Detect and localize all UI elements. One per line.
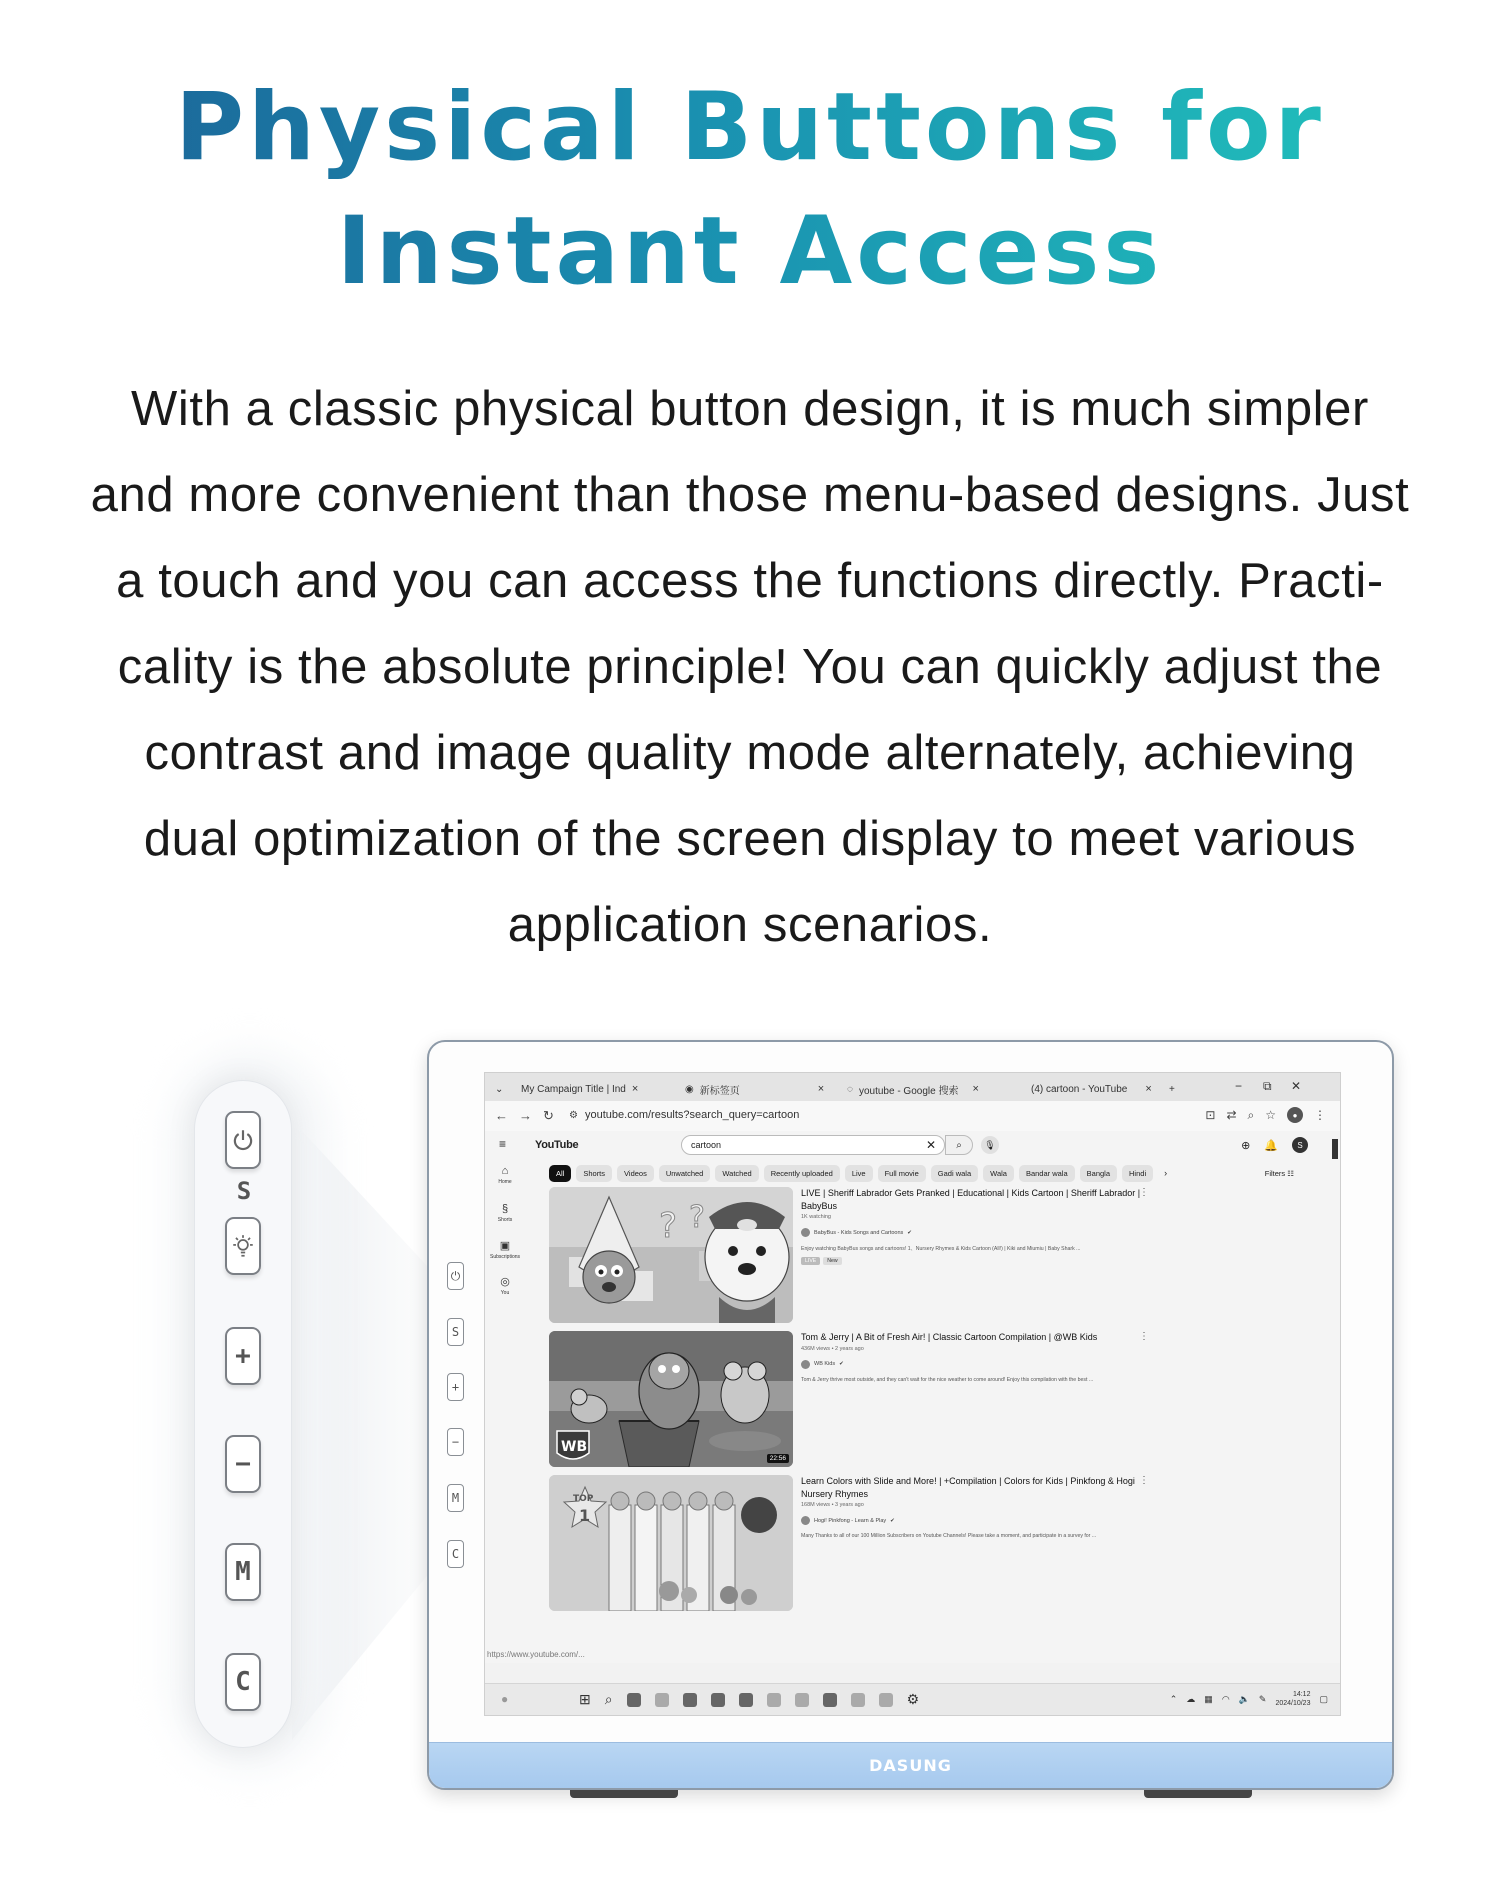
close-icon[interactable]: × [631,1083,639,1095]
system-tray [1170,1690,1328,1708]
hamburger-menu-icon[interactable]: ≡ [499,1137,507,1151]
address-actions [1205,1107,1326,1123]
tab-campaign[interactable] [521,1079,638,1099]
weather-icon[interactable]: ● [501,1692,509,1706]
video-title[interactable]: Tom & Jerry | A Bit of Fresh Air! | Classic Cartoon Compilation | @WB Kids [801,1332,1098,1342]
chip-all[interactable]: All [549,1165,571,1182]
zoom-icon[interactable]: ⌕ [1247,1107,1255,1122]
chrome-icon: ◉ [685,1083,694,1095]
video-result[interactable] [549,1187,1269,1323]
monitor-foot [570,1790,678,1798]
taskbar-apps [579,1691,919,1708]
minus-button[interactable]: − [225,1435,261,1493]
sidebar-item-shorts[interactable] [485,1203,525,1223]
chip[interactable]: Live [845,1165,873,1182]
sidebar-item-subscriptions[interactable] [485,1239,525,1260]
chip[interactable]: Bandar wala [1019,1165,1075,1182]
tray-app-icon[interactable]: ▦ [1204,1693,1213,1704]
mic-icon[interactable]: 🎙 [981,1136,999,1154]
plus-button[interactable]: + [225,1327,261,1385]
new-tab-button[interactable]: + [1169,1083,1175,1095]
channel-row[interactable] [801,1360,1141,1369]
app-icon[interactable] [879,1693,893,1707]
m-button[interactable]: M [225,1543,261,1601]
monitor-m-button[interactable]: M [447,1484,464,1512]
settings-gear-icon[interactable]: ⚙ [906,1691,920,1707]
channel-row[interactable] [801,1228,1141,1237]
video-meta: 436M views • 2 years ago [801,1345,864,1352]
tab-title: 新标签页 [699,1085,740,1097]
channel-avatar [801,1360,810,1369]
headline-line-1: Physical Buttons for [175,73,1325,182]
sidebar-label: Shorts [497,1217,513,1223]
c-button[interactable]: C [225,1653,261,1711]
clock[interactable] [1275,1690,1310,1708]
channel-name: BabyBus - Kids Songs and Cartoons [814,1229,904,1236]
you-icon: ◎ [500,1276,510,1288]
video-title[interactable]: Learn Colors with Slide and More! | +Compilation | Colors for Kids | Pinkfong & Hogi Nursery Rhymes [801,1476,1135,1499]
pen-icon[interactable]: ✎ [1258,1693,1267,1704]
monitor-plus-button[interactable]: + [447,1373,464,1401]
chip[interactable]: Recently uploaded [764,1165,840,1182]
monitor-minus-button[interactable]: − [447,1428,464,1456]
filters-button[interactable] [1265,1169,1294,1178]
youtube-search-button[interactable] [945,1135,973,1155]
task-view-icon[interactable] [627,1693,641,1707]
chip[interactable]: Bangla [1080,1165,1117,1182]
filters-label: Filters [1264,1169,1286,1178]
brightness-icon [230,1233,256,1259]
new-badge: New [823,1257,841,1265]
tab-list-chevron-icon[interactable]: ⌄ [495,1083,504,1095]
close-icon[interactable]: × [1145,1083,1152,1095]
sidebar-label: Subscriptions [489,1254,520,1260]
video-meta: 168M views • 3 years ago [801,1502,864,1508]
monitor-s-button[interactable]: S [447,1318,464,1346]
app-icon[interactable] [683,1693,697,1707]
close-icon[interactable]: × [817,1083,825,1095]
chip[interactable]: Videos [617,1165,654,1182]
forward-icon[interactable]: → [519,1108,532,1123]
youtube-logo[interactable]: YouTube [535,1139,579,1151]
close-icon[interactable]: × [972,1083,979,1095]
chip[interactable]: Gadi wala [931,1165,978,1182]
tab-title: youtube - Google 搜索 [858,1085,959,1097]
browser-tab-bar [485,1073,1340,1101]
volume-icon[interactable]: 🔈 [1238,1693,1250,1704]
monitor [427,1040,1394,1790]
video-info [801,1331,1141,1383]
channel-row[interactable] [801,1516,1141,1525]
chrome-icon[interactable] [711,1693,725,1707]
clock-date: 2024/10/23 [1275,1700,1311,1707]
reload-icon[interactable]: ↻ [543,1108,554,1123]
notifications-bell-icon[interactable]: 🔔 [1264,1139,1278,1152]
svg-text:1: 1 [579,1506,591,1525]
youtube-page [485,1131,1340,1663]
verified-icon: ✔ [907,1229,912,1236]
back-icon[interactable]: ← [495,1108,508,1123]
verified-icon: ✔ [890,1517,895,1524]
app-icon[interactable] [851,1693,865,1707]
body-line: application scenarios. [507,898,993,952]
video-description: Many Thanks to all of our 100 Million Subscribers on Youtube Channels! Please take a moment, and participate in a survey for ... [801,1533,1097,1539]
chip[interactable]: Unwatched [659,1165,711,1182]
tray-chevron-up-icon[interactable]: ⌃ [1169,1693,1178,1704]
channel-avatar [801,1228,810,1237]
tab-title: (4) cartoon - YouTube [1031,1083,1128,1095]
svg-text:WB: WB [561,1439,588,1455]
svg-text:TOP: TOP [573,1494,594,1504]
monitor-screen [484,1072,1341,1716]
tab-new-tab-page[interactable] [685,1079,824,1099]
sidebar-label: You [500,1290,510,1296]
create-icon[interactable]: ⊕ [1241,1139,1251,1152]
scrollbar[interactable] [1332,1139,1338,1159]
youtube-search-input[interactable] [681,1135,945,1155]
power-icon [230,1127,256,1153]
search-value: cartoon [691,1140,722,1150]
svg-text:?: ? [689,1200,705,1235]
video-result[interactable] [549,1331,1269,1467]
video-info [801,1475,1141,1539]
site-info-icon[interactable]: ⚙ [569,1110,578,1121]
tab-youtube-cartoon[interactable] [1031,1079,1152,1099]
video-description: Enjoy watching BabyBus songs and cartoons! 1、Nursery Rhymes & Kids Cartoon (All!) | Kiki and Miumiu | Baby Shark ... [801,1246,1081,1252]
chip[interactable]: Hindi [1122,1165,1153,1182]
brightness-button[interactable] [225,1217,261,1275]
monitor-c-button[interactable]: C [447,1540,464,1568]
chip[interactable]: Shorts [576,1165,612,1182]
body-line: contrast and image quality mode alternately, achieving [144,726,1356,780]
video-description: Tom & Jerry thrive most outside, and they can't wait for the nice weather to come around! Enjoy this compilation with the best ... [801,1376,1094,1383]
app-icon[interactable] [823,1693,837,1707]
profile-icon[interactable]: ● [1287,1107,1303,1123]
clock-time: 14:12 [1292,1691,1311,1698]
headline [0,66,1500,314]
button-panel [194,1080,292,1748]
body-line: dual optimization of the screen display to meet various [143,812,1357,866]
power-button[interactable] [225,1111,261,1169]
more-options-icon[interactable]: ⋮ [1139,1475,1149,1486]
avatar[interactable]: S [1292,1137,1308,1153]
youtube-header [485,1131,1340,1161]
channel-avatar [801,1516,810,1525]
sidebar-item-home[interactable] [485,1165,525,1185]
chip[interactable]: Wala [983,1165,1014,1182]
start-icon[interactable]: ⊞ [579,1691,591,1707]
more-options-icon[interactable]: ⋮ [1139,1331,1149,1342]
browser-menu-icon[interactable]: ⋮ [1314,1108,1326,1122]
wps-icon[interactable] [795,1693,809,1707]
file-explorer-icon[interactable] [655,1693,669,1707]
sliders-icon: ☷ [1287,1169,1294,1178]
chip[interactable]: Full movie [878,1165,926,1182]
chevron-right-icon[interactable]: › [1164,1168,1168,1178]
thumbnail-sheriff-labrador [549,1187,793,1323]
video-thumbnail[interactable] [549,1331,793,1467]
wifi-icon[interactable]: ◠ [1221,1693,1230,1704]
channel-name: Hogi! Pinkfong - Learn & Play [814,1517,887,1524]
address-bar [485,1101,1340,1131]
window-close-icon[interactable]: ✕ [1291,1079,1302,1093]
thumbnail-pinkfong-colors [549,1475,793,1611]
restore-icon[interactable]: ⧉ [1263,1079,1272,1093]
brand-logo: DASUNG [869,1756,952,1775]
filter-chips [549,1165,1173,1182]
video-badges [801,1257,1141,1265]
thumbnail-tom-and-jerry [549,1331,793,1467]
translate-icon[interactable]: ⇄ [1226,1108,1237,1122]
minimize-icon[interactable]: − [1235,1079,1243,1093]
video-thumbnail[interactable] [549,1187,793,1323]
search-icon: ⌕ [956,1139,962,1151]
loading-icon: ◌ [847,1083,853,1095]
tab-google-search[interactable] [847,1079,979,1099]
monitor-bottom-bezel [429,1742,1392,1788]
video-result[interactable] [549,1475,1269,1611]
shorts-icon: § [501,1203,509,1215]
cast-icon[interactable]: ⊡ [1205,1108,1216,1122]
body-line: With a classic physical button design, it is much simpler [131,382,1369,436]
headline-line-2: Instant Access [336,197,1164,306]
live-badge: LIVE [801,1257,820,1265]
bookmark-star-icon[interactable]: ☆ [1265,1108,1276,1122]
body-line: and more convenient than those menu-based designs. Just [90,468,1410,522]
subscriptions-icon: ▣ [499,1240,511,1252]
channel-name: WB Kids [814,1361,836,1367]
video-thumbnail[interactable] [549,1475,793,1611]
tab-title: My Campaign Title | Ind [521,1083,626,1095]
verified-icon: ✔ [839,1361,844,1367]
body-line: a touch and you can access the functions directly. Practi- [116,554,1384,608]
chip[interactable]: Watched [715,1165,758,1182]
taskbar [485,1683,1340,1715]
youtube-header-actions [1241,1137,1308,1153]
mode-s-label: S [236,1177,252,1205]
notification-center-icon[interactable]: ▢ [1319,1693,1328,1704]
home-icon: ⌂ [501,1165,509,1177]
search-icon[interactable]: ⌕ [604,1691,613,1707]
penguin-app-icon[interactable] [739,1693,753,1707]
monitor-power-button[interactable]: ⏻ [447,1262,464,1290]
status-url: https://www.youtube.com/... [487,1650,585,1659]
body-line: cality is the absolute principle! You can quickly adjust the [117,640,1383,694]
onedrive-icon[interactable]: ☁ [1186,1693,1196,1704]
sidebar-item-you[interactable] [485,1275,525,1296]
monitor-foot [1144,1790,1252,1798]
svg-text:?: ? [659,1206,678,1246]
app-icon[interactable] [767,1693,781,1707]
video-title[interactable]: LIVE | Sheriff Labrador Gets Pranked | Educational | Kids Cartoon | Sheriff Labrador | BabyBus [801,1188,1141,1211]
body-copy [60,366,1440,968]
video-duration: 22:56 [767,1454,789,1463]
url-field[interactable]: youtube.com/results?search_query=cartoon [585,1109,800,1121]
video-info [801,1187,1141,1265]
clear-search-icon[interactable]: ✕ [925,1138,936,1152]
sidebar-label: Home [498,1179,512,1185]
more-options-icon[interactable]: ⋮ [1139,1187,1149,1198]
video-meta: 1K watching [801,1214,831,1220]
